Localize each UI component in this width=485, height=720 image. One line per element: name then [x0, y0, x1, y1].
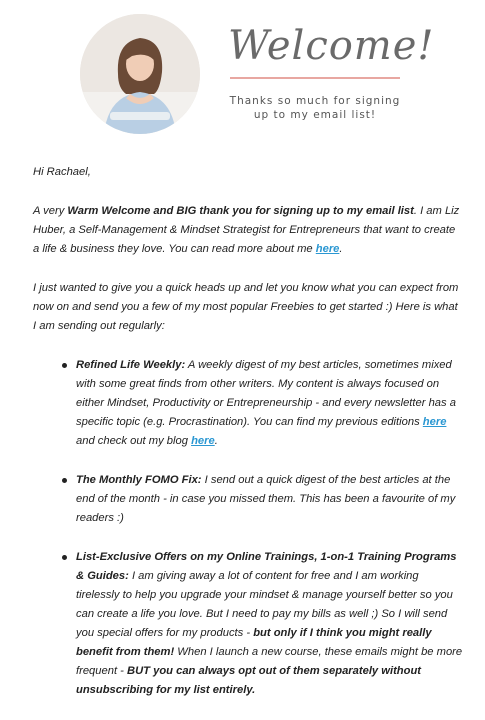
intro-bold: Warm Welcome and BIG thank you for signing up to my email list [67, 205, 414, 217]
intro-text-c: . I am Liz Huber, a Self-Management & Mindset Strategist for Entrepreneurs that want to create a life & business they love. You can read more about me [33, 205, 460, 255]
newsletter-list [33, 356, 463, 700]
welcome-title: Welcome! [228, 23, 435, 69]
item-text: and check out my blog [76, 435, 192, 447]
title-divider [230, 77, 400, 79]
item-text: I am giving away a lot of content for free and I am working tirelessly to help you upgrade your mindset & manage yourself better so you can create a life you love. But I need to pay my bills as well ;) So I will send you special offers for my products - [76, 570, 453, 639]
list-item-exclusive-offers [33, 548, 463, 700]
item-text: A weekly digest of my best articles, sometimes mixed with some great finds from other writers. My content is always focused on either Mindset, Productivity or Entrepreneurship - and every newsletter has a specific topic (e.g. Procrastination). You can find my previous editions [76, 359, 456, 428]
email-body [33, 163, 463, 720]
welcome-tagline [222, 94, 408, 122]
item-title: List-Exclusive Offers on my Online Trainings, 1-on-1 Training Programs & Guides: [76, 551, 457, 582]
tagline-line-1: Thanks so much for signing [229, 95, 401, 107]
author-photo [80, 14, 200, 134]
item-bold: but only if I think you might really benefit from them! [76, 627, 432, 658]
tagline-line-2: up to my email list! [253, 109, 377, 121]
greeting: Hi Rachael, [33, 166, 91, 178]
list-item-monthly-fomo-fix [33, 471, 463, 528]
blog-link[interactable]: here [191, 435, 215, 447]
list-item-refined-life-weekly [33, 356, 463, 451]
item-text: . [214, 435, 218, 447]
previous-editions-link[interactable]: here [422, 416, 447, 428]
item-bold: BUT you can always opt out of them separately without unsubscribing for my list entirely. [76, 665, 422, 696]
email-header [0, 0, 485, 140]
intro-text-d: . [339, 243, 343, 255]
item-text: I send out a quick digest of the best articles at the end of the month - in case you missed them. This has been a favourite of my readers :) [76, 474, 456, 524]
heads-up-paragraph: I just wanted to give you a quick heads up and let you know what you can expect from now on and send you a few of my most popular Freebies to get started :) Here is what I am sending out regularly: [33, 282, 459, 332]
author-photo-illustration [80, 14, 200, 134]
intro-text-a: A very [33, 205, 68, 217]
item-title: The Monthly FOMO Fix: [76, 474, 202, 486]
item-title: Refined Life Weekly: [76, 359, 186, 371]
about-me-link[interactable]: here [315, 243, 340, 255]
intro-paragraph [33, 202, 463, 259]
item-text: When I launch a new course, these emails might be more frequent - [76, 646, 463, 677]
